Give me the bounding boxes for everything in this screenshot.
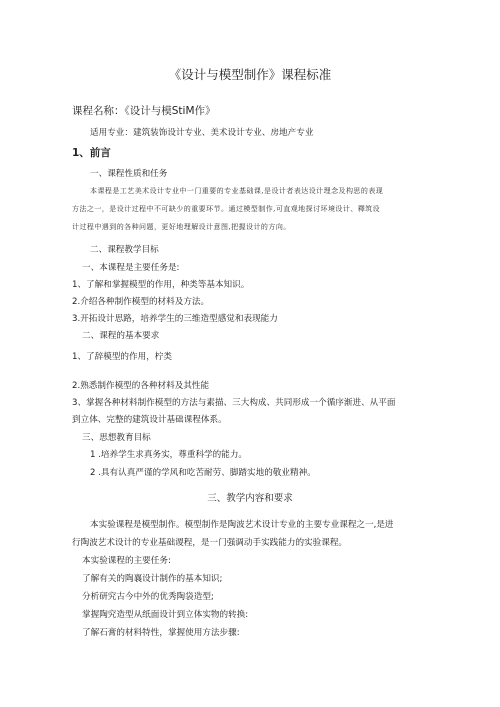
- task-item: 了解有关的陶襄设计制作的基本知识;: [82, 574, 223, 584]
- list-item: 2.介绍各种制作模型的材料及方法。: [72, 297, 210, 307]
- list-item: 2 .具有认真严谨的学风和吃苦耐劳、脚踏实地的敬业精神。: [90, 468, 316, 478]
- list-item: 2.熟悉制作模型的各种材料及其性能: [72, 381, 210, 391]
- task-item: 分析研究古今中外的优秀陶袋造型;: [82, 592, 214, 602]
- course-name: 课程名称：《设计与模StiM作》: [72, 105, 216, 117]
- paragraph-line: 方法之一，是设计过程中不可缺少的重要环节。通过模型制作,可直观地探讨环境设计、釋筑设: [72, 205, 381, 213]
- subheading-basic-requirements: 二、课程的基本要求: [82, 331, 160, 341]
- section-heading-preface: 1、前言: [72, 147, 111, 159]
- applicable-majors: 适用专业：建筑装饰设计专业、美术设计专业、房地产专业: [90, 128, 314, 138]
- list-item: 1、了解和掌握模型的作用，种类等基本知识。: [72, 280, 250, 290]
- paragraph-line: 计过程中遇到的各种问题，更好地理解设计意图,把握设计的方向。: [72, 223, 291, 231]
- heading-course-nature: 一、课程性质和任务: [90, 169, 168, 179]
- heading-teaching-goals: 二、课程教学目标: [90, 245, 159, 255]
- paragraph-line: 本课程是工艺美术设计专业中一门重要的专业基础课,是设计者表达设计理念及构思的表现: [90, 187, 384, 195]
- list-item: 3、掌握各种材料制作模型的方法与素描、三大构成、共同形成一个循序渐进、从平面: [72, 398, 396, 408]
- list-item-continuation: 到立体、完整的建筑设计基础课程体系。: [72, 415, 227, 425]
- section-heading-content: 三、教学内容和要求: [207, 493, 293, 504]
- list-item: 1、了辞模型的作用，柠类: [72, 352, 172, 362]
- list-item: 3.开拓设计思路，培养学生的三维造型感觉和表现能力: [72, 314, 278, 324]
- paragraph-line: 行陶波艺术设计的专业基础谡程，是一门强调动手实践能力的实验课程。: [72, 538, 348, 548]
- task-item: 掌握陶究造型从纸面设计到立体实物的转换:: [82, 610, 249, 620]
- paragraph-line: 本实验课程的主要任务:: [82, 556, 171, 566]
- task-item: 了解石膏的材料特性，掌握使用方法步骤:: [82, 628, 240, 638]
- subheading-ideology-goals: 三、思想教育目标: [82, 433, 151, 443]
- list-item: 1 .培养学生求真务实，尊重科学的能力。: [90, 450, 248, 460]
- subheading-main-tasks: 一、本课程是主要任务是:: [82, 263, 180, 273]
- document-title: 《设计与模型制作》课程标准: [168, 67, 332, 82]
- paragraph-line: 本实验课程是模型制作。模型制作是陶波艺术设计专业的主要专业课程之一,是进: [90, 520, 394, 530]
